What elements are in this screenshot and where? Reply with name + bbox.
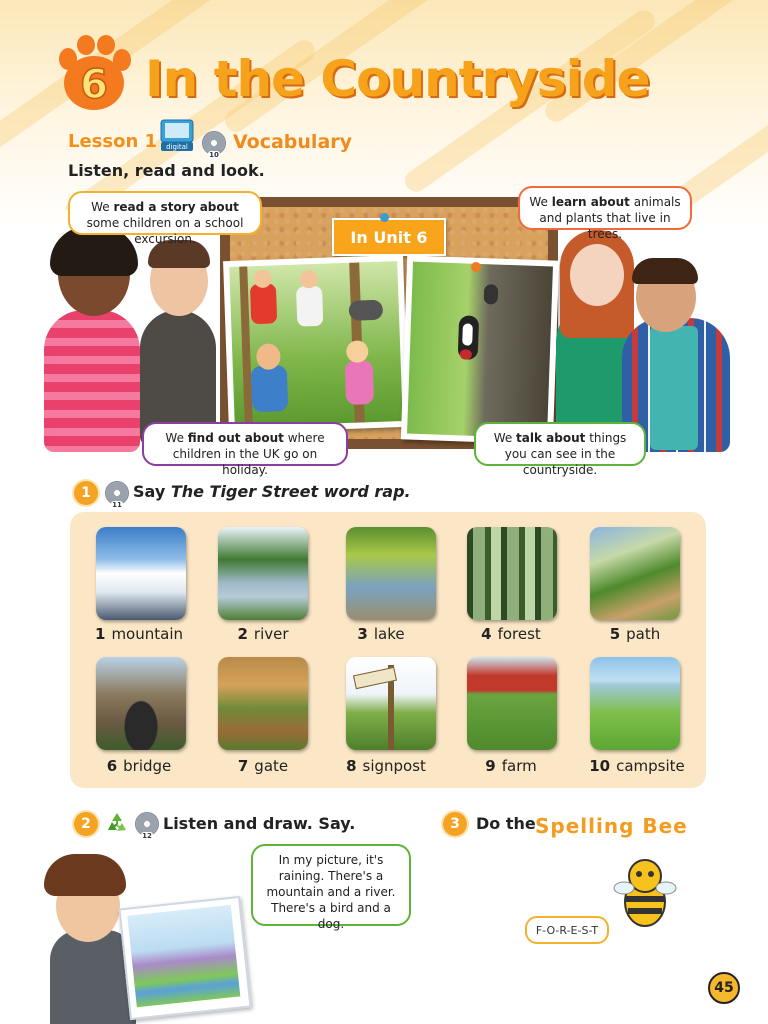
instruction-text: Listen, read and look. bbox=[68, 161, 265, 180]
vocab-label: 2 river bbox=[237, 625, 289, 643]
vocab-label: 4 forest bbox=[481, 625, 541, 643]
vocab-image-lake[interactable] bbox=[346, 527, 436, 620]
bee-mascot-icon bbox=[612, 852, 678, 932]
paw-unit-badge bbox=[54, 35, 134, 115]
activity-number-3: 3 bbox=[443, 812, 467, 836]
spelling-bee-logo: Spelling Bee bbox=[535, 814, 688, 838]
activity-1-title: Say The Tiger Street word rap. bbox=[133, 482, 411, 501]
vocab-image-bridge[interactable] bbox=[96, 657, 186, 750]
vocab-label: 9 farm bbox=[485, 757, 537, 775]
vocab-image-forest[interactable] bbox=[467, 527, 557, 620]
cd-audio-icon[interactable]: 11 bbox=[106, 482, 128, 504]
section-label: Vocabulary bbox=[233, 131, 353, 153]
activity-3-title: Do the bbox=[476, 814, 536, 833]
vocab-image-path[interactable] bbox=[590, 527, 680, 620]
activity-number-1: 1 bbox=[74, 481, 98, 505]
svg-text:digital: digital bbox=[166, 143, 188, 151]
unit-number: 6 bbox=[80, 62, 108, 108]
speech-bubble-top-left: We read a story about some children on a school excursion. bbox=[68, 191, 262, 235]
vocab-image-signpost[interactable] bbox=[346, 657, 436, 750]
activity-2-title: Listen and draw. Say. bbox=[163, 814, 356, 833]
vocab-image-campsite[interactable] bbox=[590, 657, 680, 750]
vocab-image-river[interactable] bbox=[218, 527, 308, 620]
speech-bubble-bottom-right: We talk about things you can see in the countryside. bbox=[474, 422, 646, 466]
vocab-label: 7 gate bbox=[237, 757, 289, 775]
spelling-tag: F-O-R-E-S-T bbox=[525, 916, 609, 944]
page-number: 45 bbox=[708, 972, 740, 1004]
vocab-label: 8 signpost bbox=[346, 757, 426, 775]
vocab-image-farm[interactable] bbox=[467, 657, 557, 750]
vocab-label: 1 mountain bbox=[95, 625, 183, 643]
speech-bubble-top-right: We learn about animals and plants that live in trees. bbox=[518, 186, 692, 230]
speech-bubble-bottom-left: We find out about where children in the UK go on holiday. bbox=[142, 422, 348, 466]
digital-icon[interactable] bbox=[159, 118, 195, 152]
cd-audio-icon[interactable]: 12 bbox=[136, 813, 158, 835]
vocab-image-gate[interactable] bbox=[218, 657, 308, 750]
page-title: In the Countryside bbox=[145, 50, 650, 108]
activity-number-2: 2 bbox=[74, 812, 98, 836]
story-illustration bbox=[223, 255, 409, 433]
in-unit-label: In Unit 6 bbox=[332, 218, 446, 256]
pin-icon bbox=[471, 262, 481, 272]
speech-bubble-activity-2: In my picture, it's raining. There's a mountain and a river. There's a bird and a dog. bbox=[251, 844, 411, 926]
pin-icon bbox=[380, 213, 389, 222]
woodpecker-photo bbox=[401, 255, 559, 444]
child-drawing bbox=[118, 896, 251, 1020]
cd-audio-icon[interactable]: 10 bbox=[203, 132, 225, 154]
recycle-icon bbox=[104, 810, 130, 836]
vocab-label: 6 bridge bbox=[106, 757, 172, 775]
vocab-image-mountain[interactable] bbox=[96, 527, 186, 620]
vocab-label: 3 lake bbox=[357, 625, 405, 643]
vocab-label: 5 path bbox=[609, 625, 661, 643]
lesson-label: Lesson 1 bbox=[68, 131, 158, 152]
vocab-label: 10 campsite bbox=[589, 757, 685, 775]
